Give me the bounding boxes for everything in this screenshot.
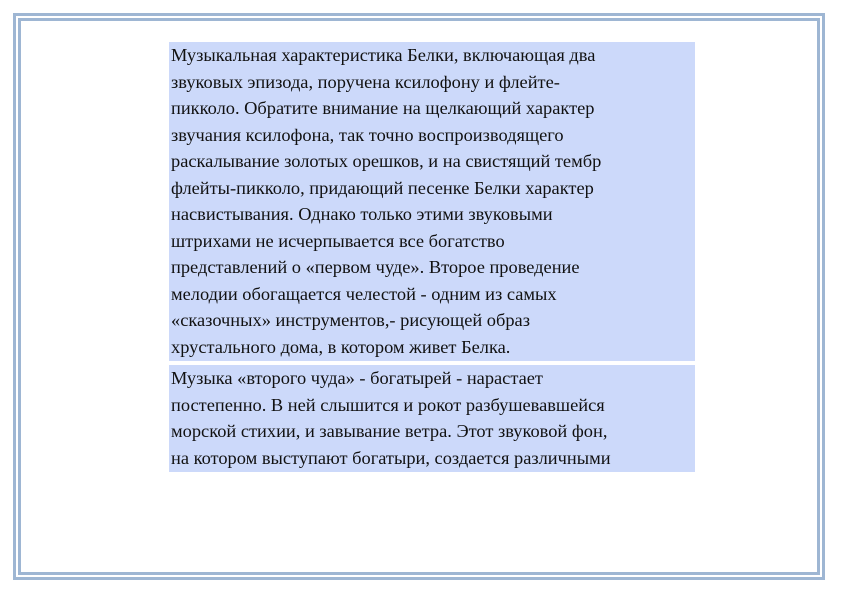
text-block (169, 42, 695, 472)
paragraph-bogatyrs: Музыка «второго чуда» - богатырей - нарастает постепенно. В ней слышится и рокот разбушевавшейся морской стихии, и завывание ветра. Этот звуковой фон, на котором выступают богатыри, создается различными (169, 365, 695, 472)
paragraph-squirrel: Музыкальная характеристика Белки, включающая два звуковых эпизода, поручена ксилофону и флейте- пикколо. Обратите внимание на щелкающий характер звучания ксилофона, так точно воспроизводящего раскалывание золотых орешков, и на свистящий тембр флейты-пикколо, придающий песенке Белки характер насвистывания. Однако только этими звуковыми штрихами не исчерпывается все богатство представлений о «первом чуде». Второе проведение мелодии обогащается челестой - одним из самых «сказочных» инструментов,- рисующей образ хрустального дома, в котором живет Белка. (169, 42, 695, 361)
